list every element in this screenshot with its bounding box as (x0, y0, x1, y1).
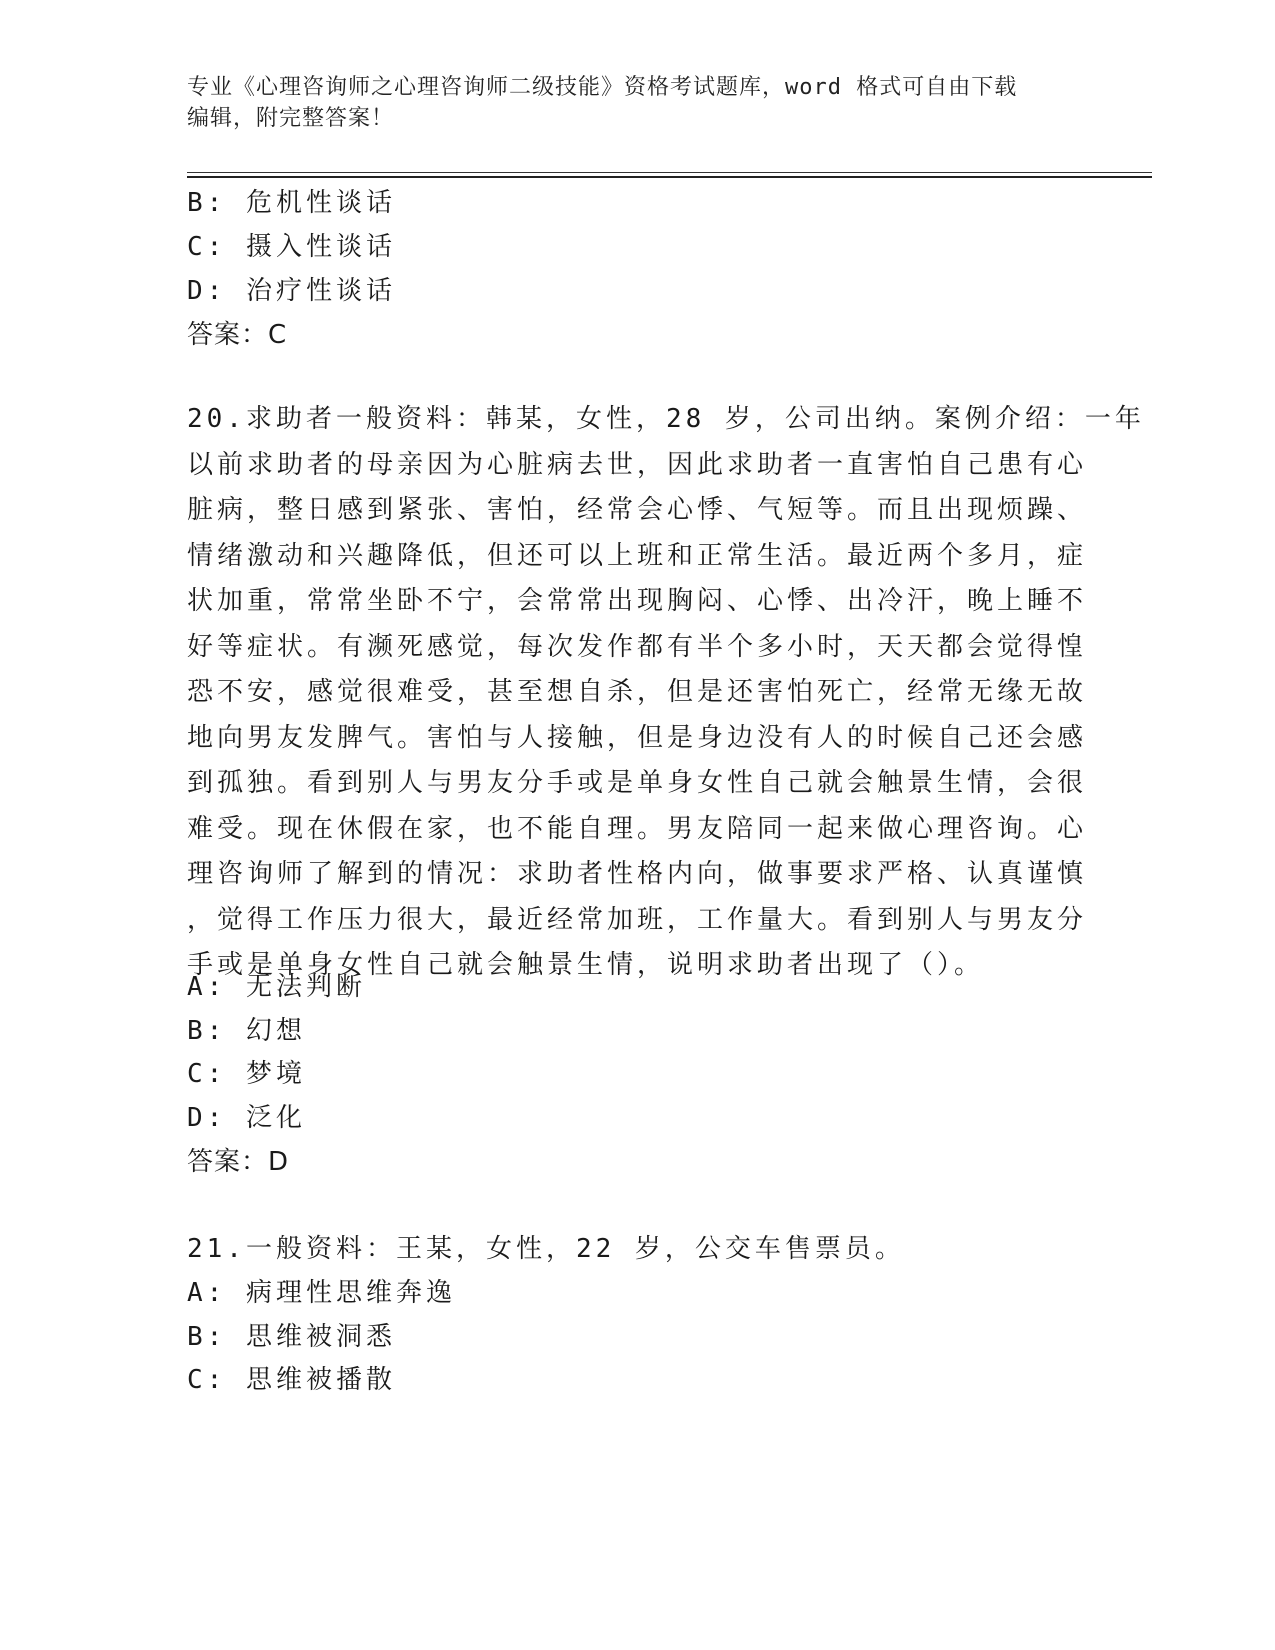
q20-stem-line: 理咨询师了解到的情况：求助者性格内向，做事要求严格、认真谨慎 (187, 859, 1088, 889)
q20-stem-line: 地向男友发脾气。害怕与人接触，但是身边没有人的时候自己还会感 (187, 722, 1088, 753)
q20-stem-line: 状加重，常常坐卧不宁，会常常出现胸闷、心悸、出冷汗，晚上睡不 (187, 586, 1088, 616)
document-header (187, 72, 1087, 134)
q20-stem-line: 脏病，整日感到紧张、害怕，经常会心悸、气短等。而且出现烦躁、 (187, 495, 1088, 525)
q20-option-b: B: 幻想 (187, 1016, 306, 1046)
q19-option-d: D: 治疗性谈话 (187, 276, 396, 306)
q20-stem-line: 好等症状。有濒死感觉，每次发作都有半个多小时，天天都会觉得惶 (187, 631, 1088, 662)
q21-option-c: C: 思维被播散 (187, 1365, 396, 1395)
q20-stem (187, 397, 1145, 989)
q20-stem-line: 20.求助者一般资料：韩某，女性，28 岁，公司出纳。案例介绍：一年 (187, 404, 1145, 434)
header-line-1: 专业《心理咨询师之心理咨询师二级技能》资格考试题库，word 格式可自由下载 (187, 75, 1018, 100)
q20-stem-line: 到孤独。看到别人与男友分手或是单身女性自己就会触景生情，会很 (187, 768, 1088, 798)
q20-stem-line: 情绪激动和兴趣降低，但还可以上班和正常生活。最近两个多月，症 (187, 540, 1088, 571)
q20-option-d: D: 泛化 (187, 1103, 306, 1133)
header-line-2: 编辑，附完整答案！ (187, 106, 395, 131)
q20-stem-line: 以前求助者的母亲因为心脏病去世，因此求助者一直害怕自己患有心 (187, 449, 1088, 480)
q19-option-c: C: 摄入性谈话 (187, 232, 396, 262)
q20-stem-line: 难受。现在休假在家，也不能自理。男友陪同一起来做心理咨询。心 (187, 813, 1088, 844)
q19-answer: 答案：C (187, 320, 288, 350)
q20-option-c: C: 梦境 (187, 1059, 306, 1089)
q19-option-b: B: 危机性谈话 (187, 188, 396, 218)
q20-option-a: A: 无法判断 (187, 972, 366, 1002)
q20-stem-line: 恐不安，感觉很难受，甚至想自杀，但是还害怕死亡，经常无缘无故 (187, 677, 1088, 707)
q20-answer: 答案：D (187, 1147, 290, 1177)
q21-option-b: B: 思维被洞悉 (187, 1322, 396, 1352)
header-divider-thick (187, 176, 1152, 178)
q21-option-a: A: 病理性思维奔逸 (187, 1278, 456, 1308)
header-divider-thin (187, 172, 1152, 173)
q20-stem-line: 手或是单身女性自己就会触景生情，说明求助者出现了（）。 (187, 950, 985, 980)
q20-stem-line: ，觉得工作压力很大，最近经常加班，工作量大。看到别人与男友分 (187, 904, 1088, 935)
q21-stem: 21.一般资料：王某，女性，22 岁，公交车售票员。 (187, 1234, 905, 1264)
